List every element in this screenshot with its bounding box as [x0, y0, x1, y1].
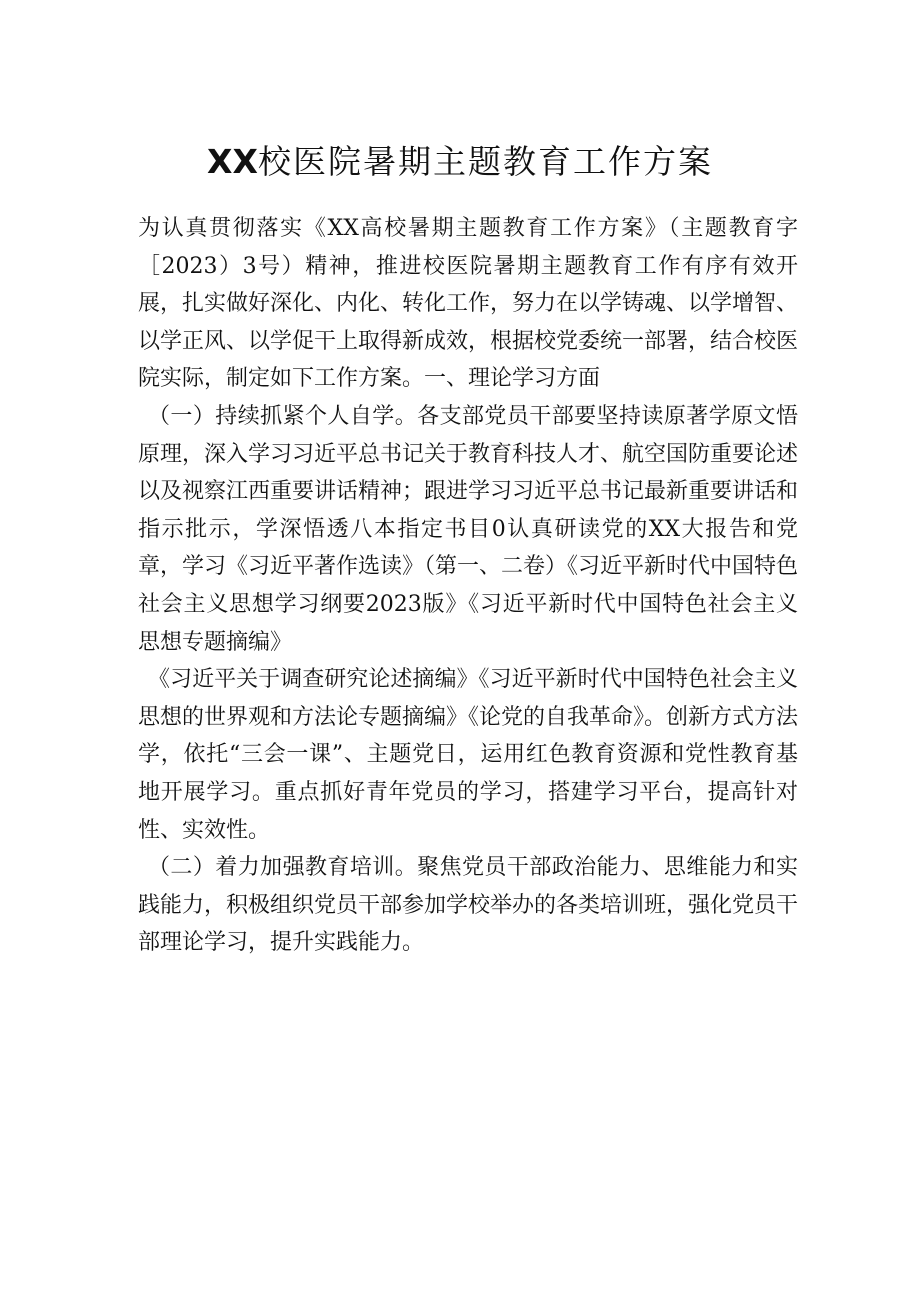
paragraph-intro: 为认真贯彻落实《XX高校暑期主题教育工作方案》（主题教育字［2023）3号）精神，推进校医院暑期主题教育工作有序有效开展，扎实做好深化、内化、转化工作，努力在以学铸魂、以学增智、以学正风、以学促干上取得新成效，根据校党委统一部署，结合校医院实际，制定如下工作方案。一、理论学习方面 [138, 216, 799, 392]
document-title [0, 140, 920, 184]
paragraph-training: （二）着力加强教育培训。聚焦党员干部政治能力、思维能力和实践能力，积极组织党员干部参加学校举办的各类培训班，强化党员干部理论学习，提升实践能力。 [138, 855, 799, 956]
title-prefix: XX [207, 142, 258, 181]
title-text: 校医院暑期主题教育工作方案 [257, 142, 713, 181]
document-body [138, 210, 798, 962]
paragraph-self-study: （一）持续抓紧个人自学。各支部党员干部要坚持读原著学原文悟原理，深入学习习近平总书记关于教育科技人才、航空国防重要论述以及视察江西重要讲话精神；跟进学习习近平总书记最新重要讲话和指示批示，学深悟透八本指定书目0认真研读党的XX大报告和党章，学习《习近平著作选读》（第一、二卷）《习近平新时代中国特色社会主义思想学习纲要2023版》《习近平新时代中国特色社会主义思想专题摘编》 [138, 403, 799, 655]
paragraph-reading-list: 《习近平关于调查研究论述摘编》《习近平新时代中国特色社会主义思想的世界观和方法论专题摘编》《论党的自我革命》。创新方式方法学，依托“三会一课”、主题党日，运用红色教育资源和党性教育基地开展学习。重点抓好青年党员的学习，搭建学习平台，提高针对性、实效性。 [138, 667, 799, 843]
